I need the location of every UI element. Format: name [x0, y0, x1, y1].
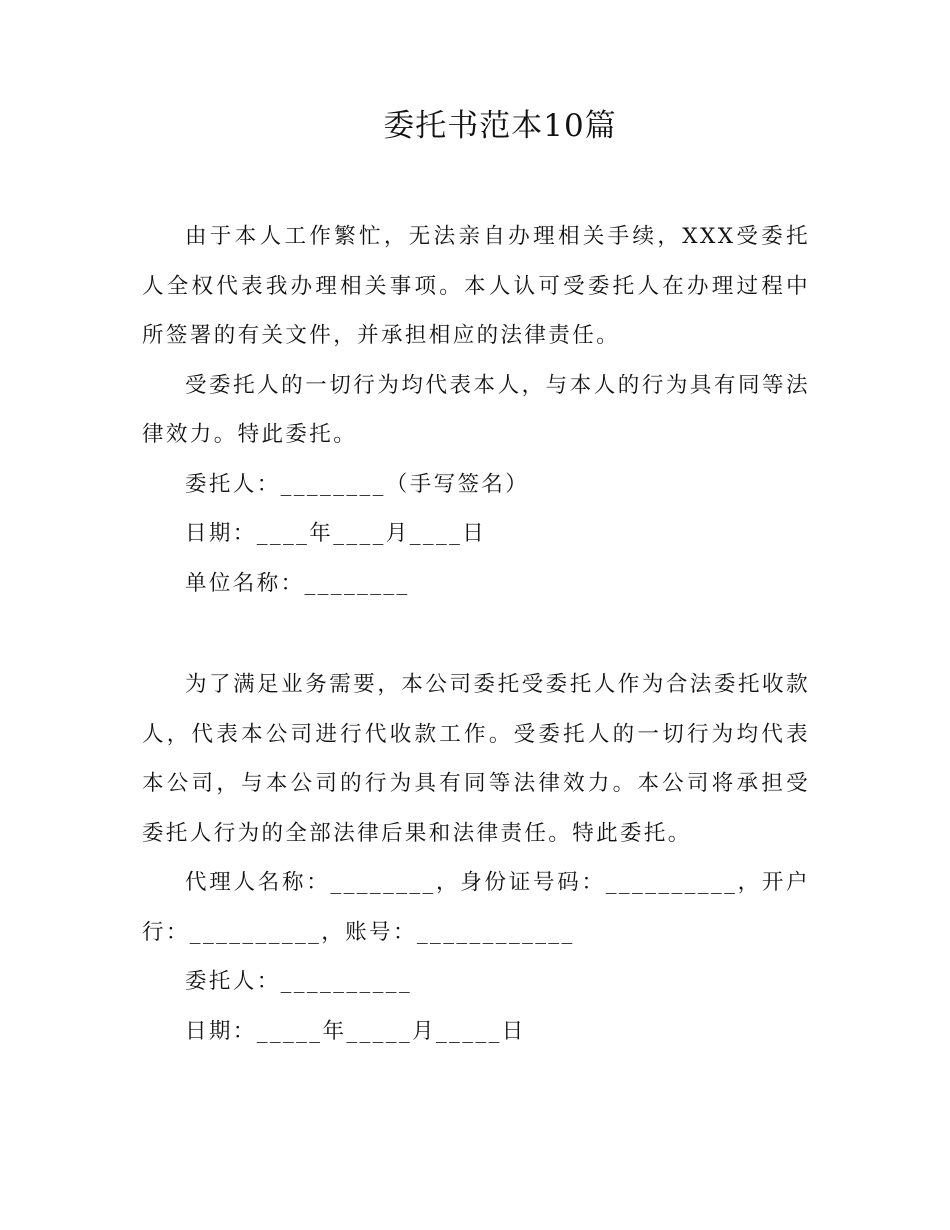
document-title: 委托书范本10篇: [383, 108, 617, 144]
section-2-date-line: 日期：_____年_____月_____日: [185, 1018, 526, 1044]
section-2: [142, 660, 810, 1056]
section-1-paragraph-2: 受委托人的一切行为均代表本人，与本人的行为具有同等法律效力。特此委托。: [142, 372, 810, 447]
section-2-paragraph-1: 为了满足业务需要，本公司委托受委托人作为合法委托收款人，代表本公司进行代收款工作。受委托人的一切行为均代表本公司，与本公司的行为具有同等法律效力。本公司将承担受委托人行为的全部法律后果和法律责任。特此委托。: [142, 672, 810, 846]
section-2-agent-line: 代理人名称：________，身份证号码：__________，开户行：__________，账号：____________: [142, 870, 810, 945]
section-1: [142, 212, 810, 608]
section-1-paragraph-1: 由于本人工作繁忙，无法亲自办理相关手续，XXX受委托人全权代表我办理相关事项。本人认可受委托人在办理过程中所签署的有关文件，并承担相应的法律责任。: [142, 224, 810, 348]
section-1-unit-line: 单位名称：________: [185, 570, 410, 596]
section-1-principal-line: 委托人：________（手写签名）: [185, 471, 530, 497]
section-1-date-line: 日期：____年____月____日: [185, 521, 487, 546]
section-2-principal-line: 委托人：__________: [185, 969, 413, 994]
